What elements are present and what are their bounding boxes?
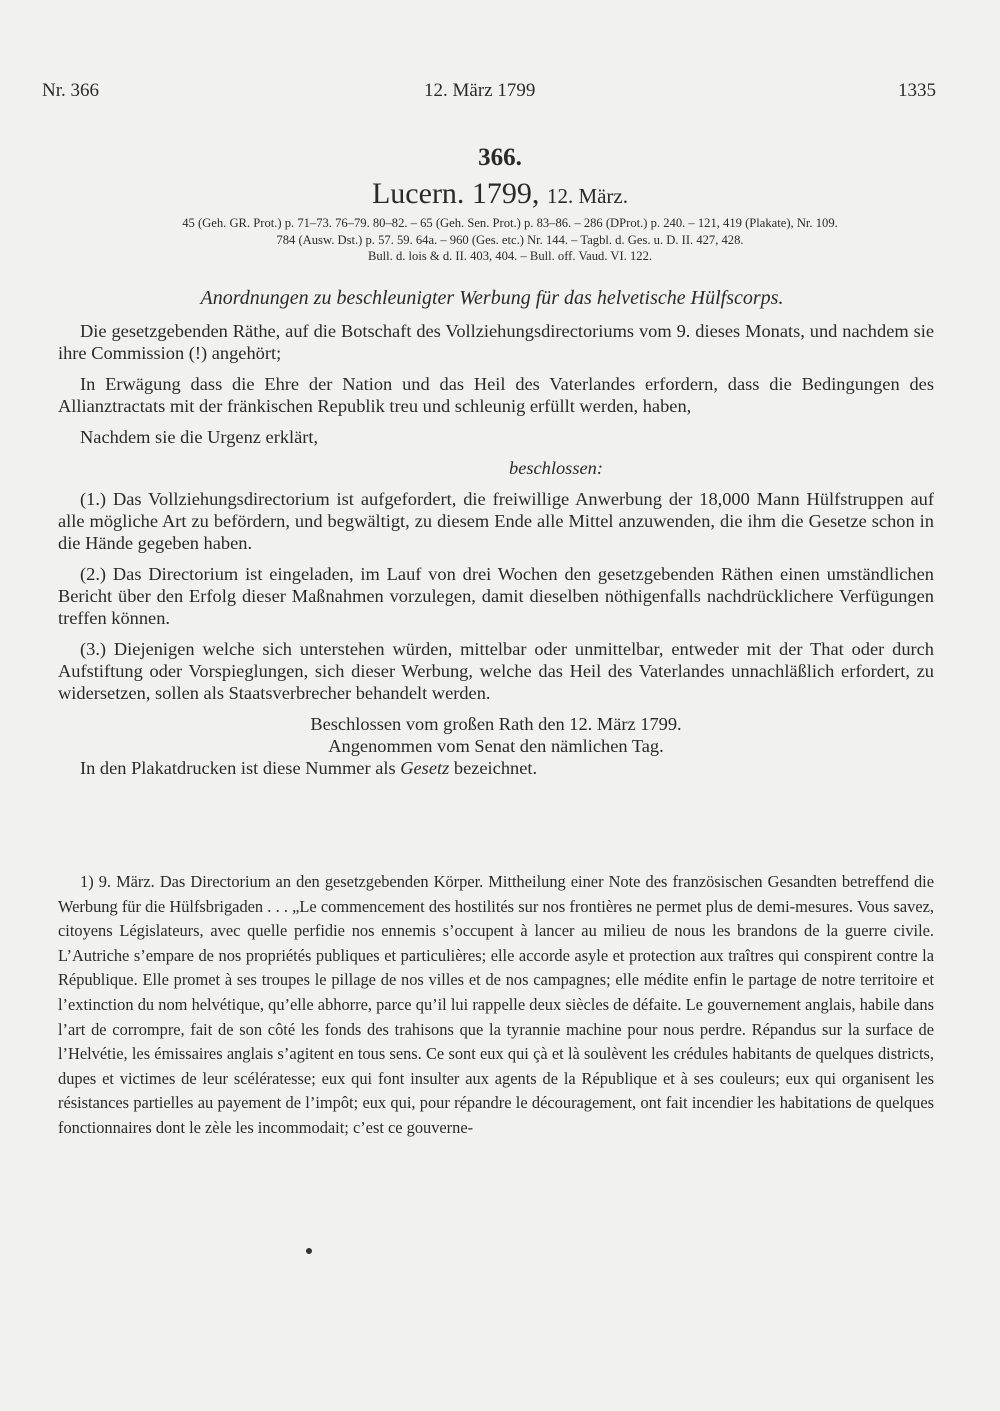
editorial-note-text: bezeichnet. bbox=[453, 758, 538, 778]
footnote bbox=[58, 870, 934, 1141]
place-date-heading bbox=[0, 177, 1000, 211]
footnote-text: 1) 9. März. Das Directorium an den gesetzgebenden Körper. Mittheilung einer Note des französischen Gesandten betreffend die Werbung für die Hülfsbrigaden . . . „Le commencement des hostilités sur nos frontières ne permet plus de demi-mesures. Vous savez, citoyens Législateurs, avec quelle perfidie nos ennemis s’occupent à lancer au milieu de nous les brandons de la guerre civile. L’Autriche s’empare de nos propriétés publiques et particulières; elle accorde asyle et protection aux traîtres qui conspirent contre la République. Elle promet à ses troupes le pillage de nos villes et de nos campagnes; elle médite enfin le partage de notre territoire et l’extinction du nom helvétique, qu’elle abhorre, parce qu’il lui rappelle deux siècles de défaite. Le gouvernement anglais, habile dans l’art de corrompre, fait de son côté les fonds des trahisons que la tyrannie machine pour nous perdre. Répandus sur la surface de l’Helvétie, les émissaires anglais s’agitent en tous sens. Ce sont eux qui çà et là soulèvent les crédules habitants de quelques districts, dupes et victimes de leur scélératesse; eux qui font insulter aux agents de la République et à ses couleurs; eux qui organisent les résistances partielles au payement de l’impôt; eux qui, pour répandre le découragement, ont fait incendier les habitations de quelques fonctionnaires dont le zèle les incommodait; c’est ce gouverne- bbox=[58, 872, 934, 1137]
source-line: 784 (Ausw. Dst.) p. 57. 59. 64a. – 960 (Ges. etc.) Nr. 144. – Tagbl. d. Ges. u. D. II. 427, 428. bbox=[276, 232, 744, 247]
article-paragraph: (2.) Das Directorium ist eingeladen, im Lauf von drei Wochen den gesetzgebenden Räthen einen umständlichen Bericht über den Erfolg dieser Maßnahmen vorzulegen, damit dieselben nöthigenfalls nachdrücklichere Verfügungen treffen können. bbox=[58, 564, 934, 628]
heading-date: 12. März. bbox=[546, 184, 628, 208]
signature-line: Angenommen vom Senat den nämlichen Tag. bbox=[328, 736, 664, 756]
header-date: 12. März 1799 bbox=[424, 80, 536, 101]
running-header bbox=[42, 80, 936, 106]
preamble-paragraph: In Erwägung dass die Ehre der Nation und das Heil des Vaterlandes erfordern, dass die Bedingungen des Allianztractats mit der fränkischen Republik treu und schleunig erfüllt werden, haben, bbox=[58, 374, 934, 416]
editorial-note-text: In den Plakatdrucken ist diese Nummer als bbox=[80, 758, 396, 778]
decree-body bbox=[58, 320, 934, 779]
header-document-number: Nr. 366 bbox=[42, 80, 99, 101]
document-summary: Anordnungen zu beschleunigter Werbung für das helvetische Hülfscorps. bbox=[200, 287, 784, 309]
signature-line: Beschlossen vom großen Rath den 12. März 1799. bbox=[310, 714, 682, 734]
preamble-paragraph: Nachdem sie die Urgenz erklärt, bbox=[80, 427, 319, 447]
source-line: 45 (Geh. GR. Prot.) p. 71–73. 76–79. 80–82. – 65 (Geh. Sen. Prot.) p. 83–86. – 286 (DProt.) p. 240. – 121, 419 (Plakate), Nr. 109. bbox=[182, 216, 838, 230]
editorial-note bbox=[58, 757, 934, 779]
article-paragraph: (1.) Das Vollziehungsdirectorium ist aufgefordert, die freiwillige Anwerbung der 18,000 Mann Hülfstruppen auf alle mögliche Art zu befördern, und begwältigt, zu diesem Ende alle Mittel anzuwenden, die ihm die Gesetze schon in die Hände gegeben haben. bbox=[58, 489, 934, 553]
resolution-formula: beschlossen: bbox=[509, 458, 603, 478]
ink-dot bbox=[306, 1248, 312, 1254]
place-year: Lucern. 1799, bbox=[371, 177, 540, 210]
editorial-note-italic: Gesetz bbox=[400, 758, 450, 778]
preamble-paragraph: Die gesetzgebenden Räthe, auf die Botschaft des Vollziehungsdirectoriums vom 9. dieses Monats, und nachdem sie ihre Commission (!) angehört; bbox=[58, 321, 934, 363]
document-number-heading: 366. bbox=[478, 144, 522, 171]
source-line: Bull. d. lois & d. II. 403, 404. – Bull. off. Vaud. VI. 122. bbox=[367, 249, 653, 263]
page-number: 1335 bbox=[898, 80, 936, 101]
article-paragraph: (3.) Diejenigen welche sich unterstehen würden, mittelbar oder unmittelbar, entweder mit der That oder durch Aufstiftung oder Vorspieglungen, sich dieser Werbung, welche das Heil des Vaterlandes unnachläßlich erfordert, zu widersetzen, sollen als Staatsverbrecher behandelt werden. bbox=[58, 639, 934, 703]
source-references bbox=[70, 215, 950, 265]
